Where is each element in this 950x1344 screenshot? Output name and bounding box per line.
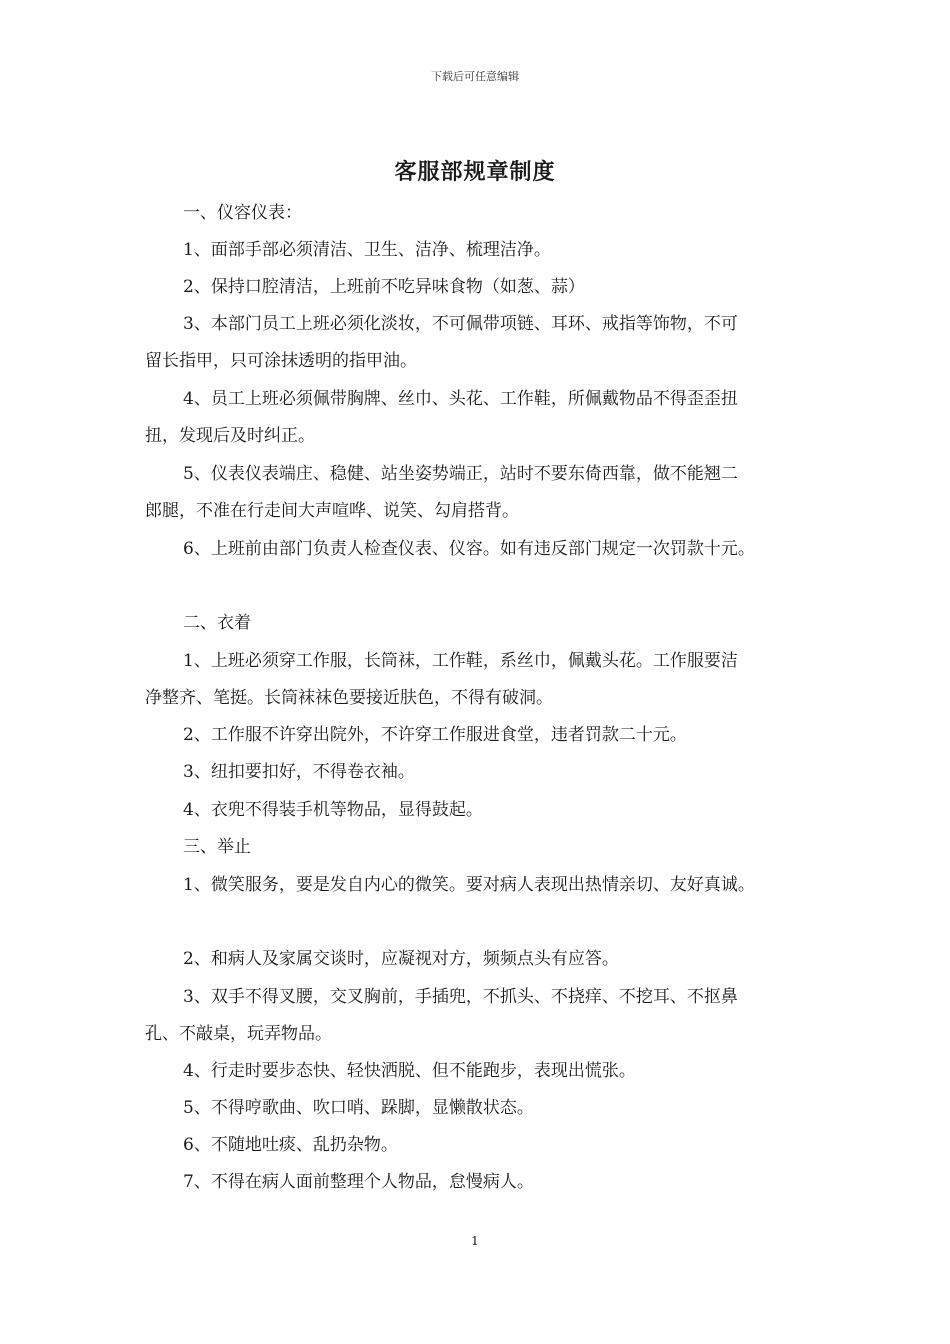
section-heading-attire: 二、衣着 xyxy=(183,613,251,633)
section-heading-behavior: 三、举止 xyxy=(183,837,251,857)
paragraph-line: 1、上班必须穿工作服，长筒袜，工作鞋，系丝巾，佩戴头花。工作服要洁 xyxy=(183,651,738,671)
section-heading-appearance: 一、仪容仪表： xyxy=(183,203,302,223)
paragraph-line: 6、不随地吐痰、乱扔杂物。 xyxy=(183,1135,398,1155)
paragraph-line: 4、行走时要步态快、轻快洒脱、但不能跑步，表现出慌张。 xyxy=(183,1061,636,1081)
page-number: 1 xyxy=(471,1234,479,1248)
paragraph-line: 6、上班前由部门负责人检查仪表、仪容。如有违反部门规定一次罚款十元。 xyxy=(183,539,755,559)
paragraph-line: 4、员工上班必须佩带胸牌、丝巾、头花、工作鞋，所佩戴物品不得歪歪扭 xyxy=(183,389,738,409)
paragraph-line: 2、保持口腔清洁，上班前不吃异味食物（如葱、蒜） xyxy=(183,277,585,297)
paragraph-line: 4、衣兜不得装手机等物品，显得鼓起。 xyxy=(183,800,483,820)
document-title: 客服部规章制度 xyxy=(394,159,556,185)
paragraph-line: 3、纽扣要扣好，不得卷衣袖。 xyxy=(183,762,415,782)
paragraph-line: 3、双手不得叉腰，交叉胸前，手插兜，不抓头、不挠痒、不挖耳、不抠鼻 xyxy=(183,987,738,1007)
paragraph-line: 7、不得在病人面前整理个人物品，怠慢病人。 xyxy=(183,1172,534,1192)
paragraph-line: 留长指甲，只可涂抹透明的指甲油。 xyxy=(145,351,417,371)
paragraph-line: 2、和病人及家属交谈时，应凝视对方，频频点头有应答。 xyxy=(183,949,619,969)
paragraph-line: 1、微笑服务，要是发自内心的微笑。要对病人表现出热情亲切、友好真诚。 xyxy=(183,875,755,895)
paragraph-line: 3、本部门员工上班必须化淡妆，不可佩带项链、耳环、戒指等饰物，不可 xyxy=(183,314,738,334)
paragraph-line: 5、不得哼歌曲、吹口哨、跺脚，显懒散状态。 xyxy=(183,1098,534,1118)
paragraph-line: 孔、不敲桌，玩弄物品。 xyxy=(145,1024,332,1044)
paragraph-line: 郎腿，不准在行走间大声喧哗、说笑、勾肩搭背。 xyxy=(145,501,519,521)
paragraph-line: 扭，发现后及时纠正。 xyxy=(145,426,315,446)
header-note: 下载后可任意编辑 xyxy=(431,70,519,83)
paragraph-line: 净整齐、笔挺。长筒袜袜色要接近肤色，不得有破洞。 xyxy=(145,688,553,708)
paragraph-line: 2、工作服不许穿出院外，不许穿工作服进食堂，违者罚款二十元。 xyxy=(183,725,687,745)
paragraph-line: 5、仪表仪表端庄、稳健、站坐姿势端正，站时不要东倚西靠，做不能翘二 xyxy=(183,464,738,484)
paragraph-line: 1、面部手部必须清洁、卫生、洁净、梳理洁净。 xyxy=(183,240,551,260)
